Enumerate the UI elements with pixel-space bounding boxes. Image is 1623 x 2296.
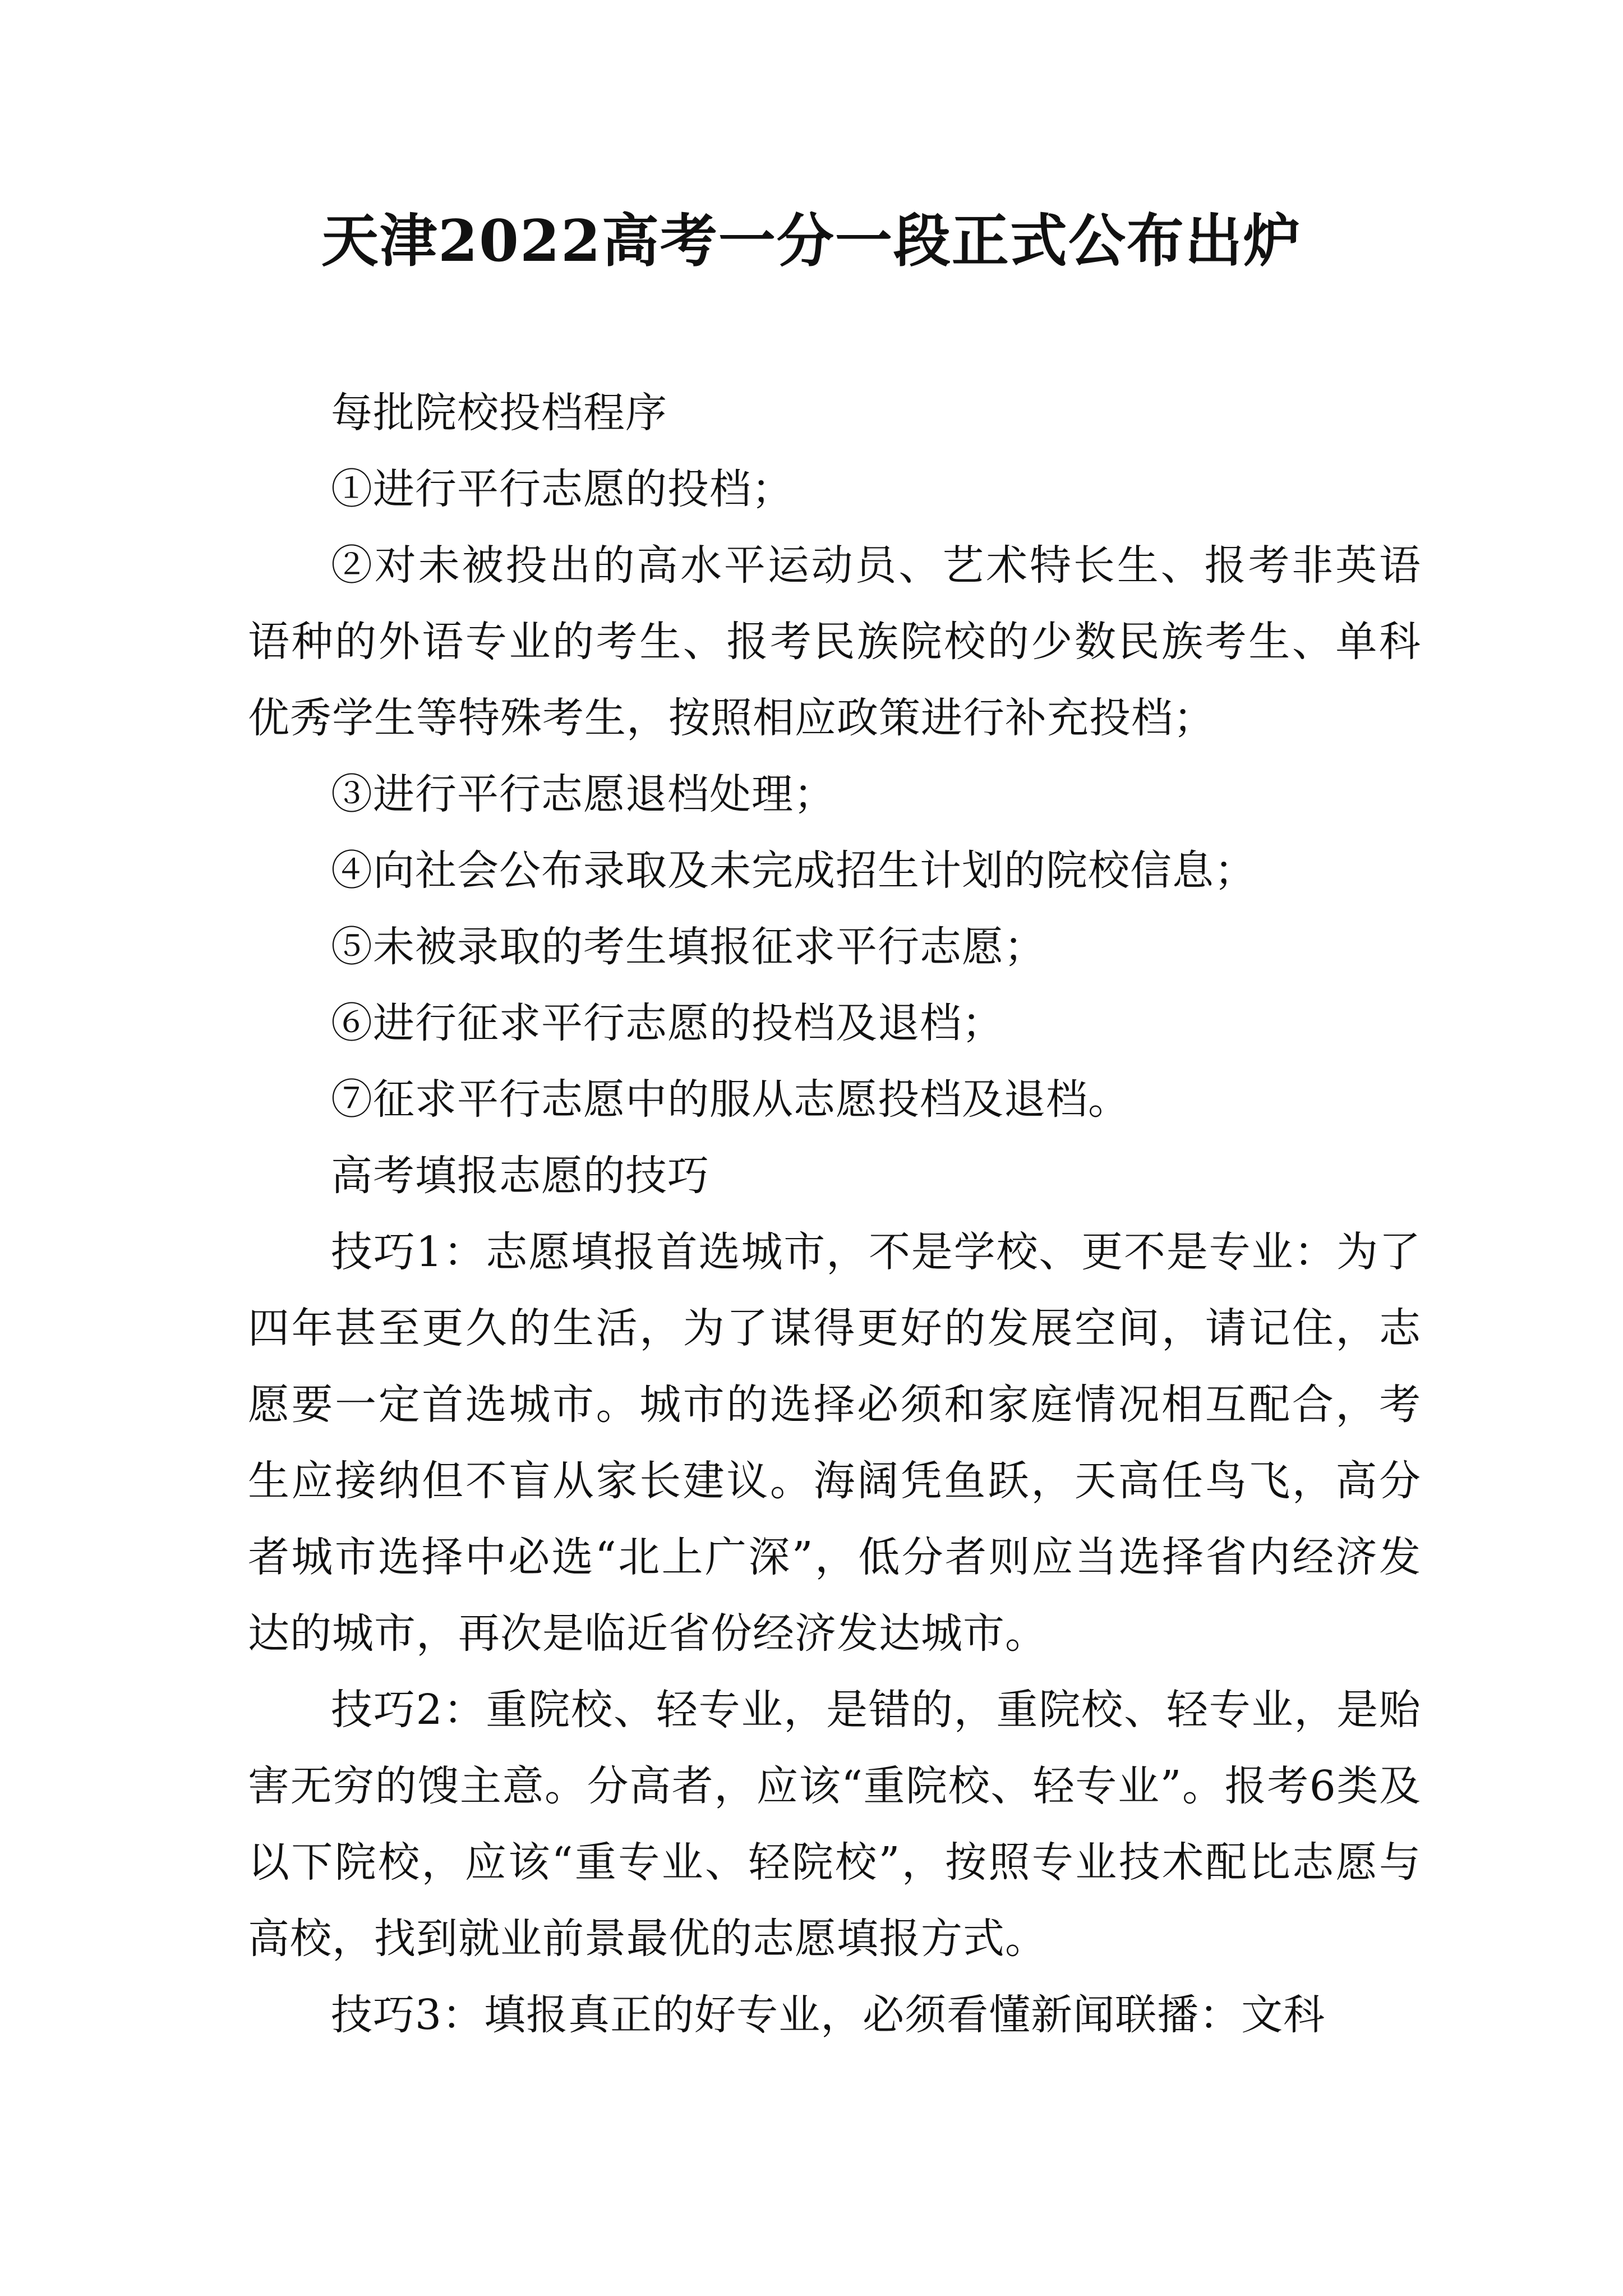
paragraph-step-2: ②对未被投出的高水平运动员、艺术特长生、报考非英语语种的外语专业的考生、报考民族院校的少数民族考生、单科 优秀学生等特殊考生，按照相应政策进行补充投档； (248, 541, 1421, 742)
paragraph-tip-2: 技巧2：重院校、轻专业，是错的，重院校、轻专业，是贻害无穷的馊主意。分高者，应该“重院校、轻专业”。报考6类及以下院校，应该“重专业、轻院校”，按照专业技术配比志愿与高校，找到就业前景最优的志愿填报方式。 (248, 1686, 1421, 1963)
paragraph-admission-procedure-heading: 每批院校投档程序 (331, 389, 667, 437)
paragraph-step-4: ④向社会公布录取及未完成招生计划的院校信息； (331, 846, 1256, 895)
paragraph-tip-1: 技巧1：志愿填报首选城市，不是学校、更不是专业：为了四年甚至更久的生活，为了谋得更好的发展空间，请记住，志愿要一定首选城市。城市的选择必须和家庭情况相互配合，考生应接纳但不盲从家长建议。海阔凭鱼跃，天高任鸟飞，高分者城市选择中必选“北上广深”，低分者则应当选择省内经济发达的城市，再次是临近省份经济发达城市。 (248, 1228, 1421, 1658)
paragraph-step-1: ①进行平行志愿的投档； (331, 465, 794, 513)
paragraph-step-6: ⑥进行征求平行志愿的投档及退档； (331, 999, 1004, 1047)
paragraph-tip-3: 技巧3：填报真正的好专业，必须看懂新闻联播：文科 (331, 1991, 1326, 2039)
paragraph-step-5: ⑤未被录取的考生填报征求平行志愿； (331, 923, 1046, 971)
paragraph-step-7: ⑦征求平行志愿中的服从志愿投档及退档。 (331, 1075, 1130, 1124)
page-title: 天津2022高考一分一段正式公布出炉 (321, 208, 1302, 275)
paragraph-step-3: ③进行平行志愿退档处理； (331, 770, 836, 818)
paragraph-tips-heading: 高考填报志愿的技巧 (331, 1152, 709, 1200)
document-body (248, 375, 1421, 2053)
